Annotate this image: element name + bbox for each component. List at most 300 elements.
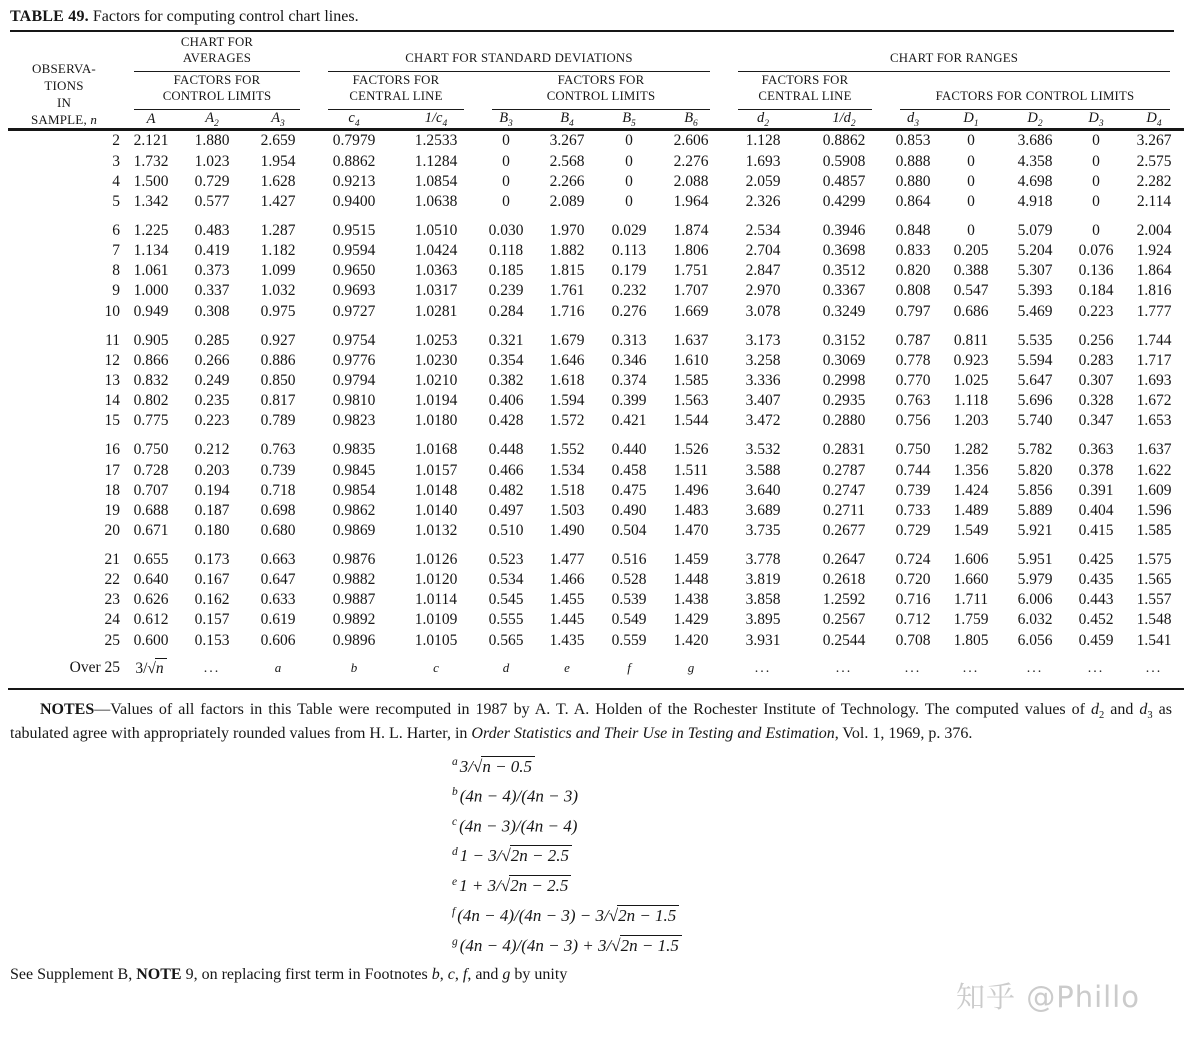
text-segment: c [447, 966, 455, 984]
column-symbol: $B_5$ [600, 110, 658, 130]
table-cell: 0.9882 [332, 571, 376, 589]
sample-size-cell: 4 [112, 172, 120, 190]
footnote-letter: f [627, 660, 631, 676]
table-cell: 0.9887 [332, 591, 376, 609]
table-cell: 0.559 [611, 631, 647, 649]
table-cell: 0.3249 [822, 302, 866, 320]
table-cell: 0.346 [611, 351, 647, 369]
table-cell: 5.951 [1017, 551, 1053, 569]
radical-sign: √ [611, 936, 621, 956]
column-symbol: $1/c_4$ [394, 110, 478, 130]
table-cell: 6.032 [1017, 611, 1053, 629]
table-cell: 0 [967, 172, 975, 190]
table-row [8, 570, 1184, 590]
factors-subgroup-label [478, 72, 724, 105]
table-cell: 1.880 [194, 132, 230, 150]
table-cell: 1.646 [549, 351, 585, 369]
table-cell: 5.393 [1017, 282, 1053, 300]
table-cell: 1.490 [549, 521, 585, 539]
observations-header-lines [8, 61, 120, 129]
table-cell: 1.717 [1136, 351, 1172, 369]
table-body [8, 130, 1184, 689]
table-cell: 0.888 [895, 152, 931, 170]
table-cell: 2.266 [549, 172, 585, 190]
footnote-formula [452, 816, 1184, 837]
radicand: 2n − 2.5 [510, 845, 572, 866]
table-header [8, 34, 1184, 130]
text-segment: 9, on replacing first term in Footnotes [181, 966, 432, 984]
table-cell: 0.733 [895, 501, 931, 519]
chart-group-label [120, 34, 314, 67]
table-cell: 0 [1092, 192, 1100, 210]
table-cell: 1.964 [673, 192, 709, 210]
table-cell: 1.549 [953, 521, 989, 539]
table-cell: 1.503 [549, 501, 585, 519]
table-cell: 0.545 [488, 591, 524, 609]
table-cell: 4.698 [1017, 172, 1053, 190]
table-cell: 0 [1092, 172, 1100, 190]
table-cell: 0.2711 [822, 501, 866, 519]
column-symbol: $A_2$ [182, 110, 242, 130]
text-segment: as tabulated agree with appropriately rounded values from H. L. Harter, in [10, 700, 1172, 742]
table-cell: 0.249 [194, 371, 230, 389]
chart-group-label-line: CHART FOR RANGES [889, 51, 1019, 66]
table-cell: 1.0109 [414, 611, 458, 629]
table-row [8, 481, 1184, 501]
table-cell: 0.9810 [332, 392, 376, 410]
table-cell: 0.750 [895, 441, 931, 459]
table-row [8, 322, 1184, 351]
footnote-superscript: b [452, 786, 458, 799]
table-row [8, 631, 1184, 651]
table-cell: 1.420 [673, 631, 709, 649]
table-row [8, 610, 1184, 630]
factors-subgroup-header [478, 72, 724, 110]
table-cell [182, 651, 242, 689]
table-cell: 1.759 [953, 611, 989, 629]
table-cell: 0.848 [895, 221, 931, 239]
ellipsis: ... [203, 661, 221, 677]
sample-size-cell: 3 [112, 152, 120, 170]
table-cell: 1.128 [745, 132, 781, 150]
table-cell: 0 [967, 221, 975, 239]
table-cell: 0 [1092, 152, 1100, 170]
formula-text: (4n − 4)/(4n − 3) − 3/ [457, 906, 609, 926]
table-cell: 1.466 [549, 571, 585, 589]
table-cell: 1.526 [673, 441, 709, 459]
table-row [8, 501, 1184, 521]
header-symbol-row [8, 110, 1184, 130]
text-segment: , and [467, 966, 503, 984]
table-cell: 0.194 [194, 481, 230, 499]
table-cell: 1.0126 [414, 551, 458, 569]
table-cell: 0 [625, 152, 633, 170]
table-cell: 0.180 [194, 521, 230, 539]
table-row [8, 130, 1184, 152]
table-cell: 1.287 [260, 221, 296, 239]
table-cell: 0.744 [895, 461, 931, 479]
table-cell: 1.711 [953, 591, 989, 609]
column-symbol: $D_2$ [1002, 110, 1068, 130]
table-cell: 1.483 [673, 501, 709, 519]
table-cell: 3.267 [549, 132, 585, 150]
table-cell: 5.307 [1017, 262, 1053, 280]
table-cell: 1.761 [549, 282, 585, 300]
table-cell: 1.816 [1136, 282, 1172, 300]
sample-size-cell: 14 [104, 392, 120, 410]
table-cell: 0.720 [895, 571, 931, 589]
sample-size-cell: 19 [104, 501, 120, 519]
sample-size-cell: Over 25 [8, 651, 120, 689]
table-cell: 0.307 [1078, 371, 1114, 389]
table-cell: 0.817 [260, 392, 296, 410]
column-symbol: A [120, 110, 182, 130]
table-cell: 0.864 [895, 192, 931, 210]
table-cell: 1.2533 [414, 132, 458, 150]
sample-size-cell: 15 [104, 412, 120, 430]
table-cell: 0.770 [895, 371, 931, 389]
table-cell: 0.688 [133, 501, 169, 519]
chart-group-label-line: AVERAGES [182, 51, 252, 66]
table-cell: 1.0180 [414, 412, 458, 430]
table-row [8, 172, 1184, 192]
radical-sign: √ [500, 876, 511, 896]
table-cell: 3.173 [745, 331, 781, 349]
header-subgroup-row [8, 72, 1184, 110]
radical-expression [501, 846, 572, 865]
table-cell: 0.284 [488, 302, 524, 320]
radical-sign: √ [472, 757, 483, 777]
table-cell: 5.820 [1017, 461, 1053, 479]
table-cell: 0 [502, 172, 510, 190]
table-cell: 0.9823 [332, 412, 376, 430]
table-cell: 0.9896 [332, 631, 376, 649]
table-cell [242, 651, 314, 689]
factors-subgroup-label-line: CENTRAL LINE [349, 89, 443, 104]
table-cell: 0.404 [1078, 501, 1114, 519]
table-cell: 3.895 [745, 611, 781, 629]
table-cell: 0.285 [194, 331, 230, 349]
table-cell: 0.9794 [332, 371, 376, 389]
table-cell: 0.9213 [332, 172, 376, 190]
footnote-formula [452, 905, 1184, 926]
table-cell: 2.534 [745, 221, 781, 239]
table-cell: 2.568 [549, 152, 585, 170]
table-cell: 1.489 [953, 501, 989, 519]
table-cell: 0.9869 [332, 521, 376, 539]
table-cell: 0.2647 [822, 551, 866, 569]
table-cell [724, 651, 802, 689]
table-cell: 3.588 [745, 461, 781, 479]
table-cell: 1.622 [1136, 461, 1172, 479]
table-cell: 0.313 [611, 331, 647, 349]
table-cell: 0.3367 [822, 282, 866, 300]
radical-expression [473, 757, 535, 776]
sample-size-cell: 20 [104, 521, 120, 539]
table-cell: 0.2747 [822, 481, 866, 499]
ellipsis: ... [754, 661, 772, 677]
table-cell: 0.440 [611, 441, 647, 459]
table-cell: 3.640 [745, 481, 781, 499]
table-cell: 1.596 [1136, 501, 1172, 519]
table-cell: 0.266 [194, 351, 230, 369]
table-cell: 0.212 [194, 441, 230, 459]
table-cell: 1.609 [1136, 481, 1172, 499]
chart-group-header [724, 34, 1184, 72]
table-cell: 0.435 [1078, 571, 1114, 589]
table-cell: 1.0114 [414, 591, 458, 609]
footnote-superscript: a [452, 756, 458, 769]
table-cell: 1.610 [673, 351, 709, 369]
table-cell: 1.954 [260, 152, 296, 170]
table-cell: 0.606 [260, 631, 296, 649]
radical-expression [611, 936, 682, 955]
observations-header-line: OBSERVA- [32, 60, 96, 76]
factors-subgroup-label-line: CONTROL LIMITS [546, 89, 656, 104]
table-cell: 2.088 [673, 172, 709, 190]
table-cell: 3.472 [745, 412, 781, 430]
table-row [8, 411, 1184, 431]
table-cell: 0.3069 [822, 351, 866, 369]
table-cell: 0.724 [895, 551, 931, 569]
factors-subgroup-header [724, 72, 886, 110]
table-cell: 0.8862 [822, 132, 866, 150]
factors-subgroup-label [724, 72, 886, 105]
column-symbol: $D_3$ [1068, 110, 1124, 130]
table-cell: 0.775 [133, 412, 169, 430]
table-cell: 0.716 [895, 591, 931, 609]
table-caption-text: Factors for computing control chart lines. [92, 8, 359, 25]
table-cell: 0.113 [611, 242, 647, 260]
table-cell: 0.4857 [822, 172, 866, 190]
sample-size-cell: 21 [104, 551, 120, 569]
table-cell: 1.874 [673, 221, 709, 239]
table-cell: 0.3946 [822, 221, 866, 239]
table-cell: 1.500 [133, 172, 169, 190]
table-cell: 1.134 [133, 242, 169, 260]
table-cell: 1.0230 [414, 351, 458, 369]
table-cell: 0.707 [133, 481, 169, 499]
table-cell [1124, 651, 1184, 689]
table-cell [886, 651, 940, 689]
table-cell: 0.187 [194, 501, 230, 519]
table-cell: 1.777 [1136, 302, 1172, 320]
sample-size-cell: 24 [104, 611, 120, 629]
table-cell: 0.419 [194, 242, 230, 260]
table-cell: 1.672 [1136, 392, 1172, 410]
table-cell: 0 [625, 172, 633, 190]
table-cell: 0.167 [194, 571, 230, 589]
table-cell: 0.328 [1078, 392, 1114, 410]
table-cell: 1.544 [673, 412, 709, 430]
table-cell: 0.504 [611, 521, 647, 539]
table-cell: 1.628 [260, 172, 296, 190]
over-25-row [8, 651, 1184, 689]
footnote-formula [452, 875, 1184, 896]
table-cell: 0.763 [260, 441, 296, 459]
table-row [8, 461, 1184, 481]
table-cell: 1.0120 [414, 571, 458, 589]
table-row [8, 261, 1184, 281]
footnote-formula [452, 845, 1184, 866]
table-cell: 1.552 [549, 441, 585, 459]
table-cell: 0.763 [895, 392, 931, 410]
table-cell: 0 [502, 192, 510, 210]
table-cell: 1.565 [1136, 571, 1172, 589]
table-cell: 1.424 [953, 481, 989, 499]
table-row [8, 152, 1184, 172]
notes-paragraph [10, 699, 1172, 744]
table-cell: 0.866 [133, 351, 169, 369]
radicand: 2n − 2.5 [509, 875, 571, 896]
table-cell: 1.669 [673, 302, 709, 320]
column-symbol: $B_3$ [478, 110, 534, 130]
table-cell [600, 651, 658, 689]
table-cell: 0.9754 [332, 331, 376, 349]
factors-subgroup-label-line: FACTORS FOR [173, 72, 261, 87]
table-cell: 0.2567 [822, 611, 866, 629]
table-cell: 0.905 [133, 331, 169, 349]
table-cell: 1.0363 [414, 262, 458, 280]
table-cell: 0.354 [488, 351, 524, 369]
table-cell: 2.659 [260, 132, 296, 150]
table-cell: 0.406 [488, 392, 524, 410]
table-cell: 1.815 [549, 262, 585, 280]
sample-size-cell: 23 [104, 591, 120, 609]
table-cell: 0.459 [1078, 631, 1114, 649]
text-segment: —Values of all factors in this Table were recomputed in 1987 by A. T. A. Holden of the Rochester Institute of Technology. The computed values of [94, 700, 1092, 718]
table-cell: 1.477 [549, 551, 585, 569]
table-cell: 0.739 [895, 481, 931, 499]
factors-subgroup-label-line: FACTORS FOR [761, 72, 849, 87]
table-cell: 0.7979 [332, 132, 376, 150]
table-cell: 1.429 [673, 611, 709, 629]
table-cell: 1.0281 [414, 302, 458, 320]
table-cell: 0.9776 [332, 351, 376, 369]
table-cell: 0.4299 [822, 192, 866, 210]
table-cell [478, 651, 534, 689]
table-cell: 1.438 [673, 591, 709, 609]
footnote-letter: b [350, 660, 358, 676]
text-segment: and [1104, 700, 1140, 718]
table-cell: 0.179 [611, 262, 647, 280]
table-cell: 3.267 [1136, 132, 1172, 150]
table-cell: 0.680 [260, 521, 296, 539]
table-cell: 5.979 [1017, 571, 1053, 589]
table-cell: 0.482 [488, 481, 524, 499]
table-cell: 0.698 [260, 501, 296, 519]
sample-size-cell: 5 [112, 192, 120, 210]
table-cell: 0.534 [488, 571, 524, 589]
radical-expression [501, 876, 572, 895]
footnote-superscript: c [452, 815, 458, 828]
table-cell: 0.9845 [332, 461, 376, 479]
table-cell: 0.448 [488, 441, 524, 459]
sample-size-cell: 11 [105, 331, 120, 349]
table-cell: 1.924 [1136, 242, 1172, 260]
table-cell: 0.9650 [332, 262, 376, 280]
text-segment: d [1139, 700, 1148, 718]
text-segment: , [454, 966, 463, 984]
table-cell: 1.606 [953, 551, 989, 569]
table-cell: 1.679 [549, 331, 585, 349]
table-cell: 0.9693 [332, 282, 376, 300]
text-segment: b [431, 966, 440, 984]
table-cell [802, 651, 886, 689]
table-cell: 0 [967, 192, 975, 210]
table-cell: 0.510 [488, 521, 524, 539]
table-cell: 3.778 [745, 551, 781, 569]
table-cell: 0.739 [260, 461, 296, 479]
table-cell: 1.0510 [414, 221, 458, 239]
table-cell: 0.5908 [822, 152, 866, 170]
table-caption [10, 8, 1174, 26]
ellipsis: ... [904, 661, 922, 677]
table-cell: 5.469 [1017, 302, 1053, 320]
radical-sign: √ [608, 906, 619, 926]
table-cell: 2.276 [673, 152, 709, 170]
table-cell: 0.374 [611, 371, 647, 389]
factors-subgroup-label [120, 72, 314, 105]
table-cell: 0.778 [895, 351, 931, 369]
sample-size-cell: 10 [104, 302, 120, 320]
table-cell: 0.421 [611, 412, 647, 430]
table-cell: 0.756 [895, 412, 931, 430]
table-cell [534, 651, 600, 689]
table-cell: 0.9515 [332, 221, 376, 239]
table-cell: 0.655 [133, 551, 169, 569]
table-row [8, 541, 1184, 570]
column-symbol: $D_1$ [940, 110, 1002, 130]
table-cell: 0.671 [133, 521, 169, 539]
table-cell: 0.3698 [822, 242, 866, 260]
text-segment: f [462, 966, 468, 984]
table-cell: 1.970 [549, 221, 585, 239]
table-cell: 1.000 [133, 282, 169, 300]
table-cell: 0.975 [260, 302, 296, 320]
table-cell: 0.516 [611, 551, 647, 569]
table-cell: 3.819 [745, 571, 781, 589]
table-cell: 0.789 [260, 412, 296, 430]
radicand: n [155, 658, 167, 679]
table-cell: 0.452 [1078, 611, 1114, 629]
table-cell: 0.378 [1078, 461, 1114, 479]
table-cell: 1.653 [1136, 412, 1172, 430]
footnote-letter: c [433, 660, 439, 676]
table-cell: 0.399 [611, 392, 647, 410]
table-cell: 1.732 [133, 152, 169, 170]
table-cell: 0.797 [895, 302, 931, 320]
table-cell: 0.232 [611, 282, 647, 300]
table-cell: 1.023 [194, 152, 230, 170]
table-cell [314, 651, 394, 689]
footnote-letter: e [564, 660, 570, 676]
table-cell: 0.235 [194, 392, 230, 410]
table-row [8, 590, 1184, 610]
sample-size-cell: 9 [112, 282, 120, 300]
factors-subgroup-label [886, 73, 1184, 105]
factors-table [8, 34, 1184, 690]
ellipsis: ... [962, 661, 980, 677]
table-cell: 0.539 [611, 591, 647, 609]
table-cell: 0.382 [488, 371, 524, 389]
table-caption-label: TABLE 49. [10, 8, 89, 25]
table-cell: 3.258 [745, 351, 781, 369]
factors-subgroup-header [314, 72, 478, 110]
table-cell: 0.9727 [332, 302, 376, 320]
radicand: 2n − 1.5 [617, 905, 679, 926]
table-cell: 0.185 [488, 262, 524, 280]
